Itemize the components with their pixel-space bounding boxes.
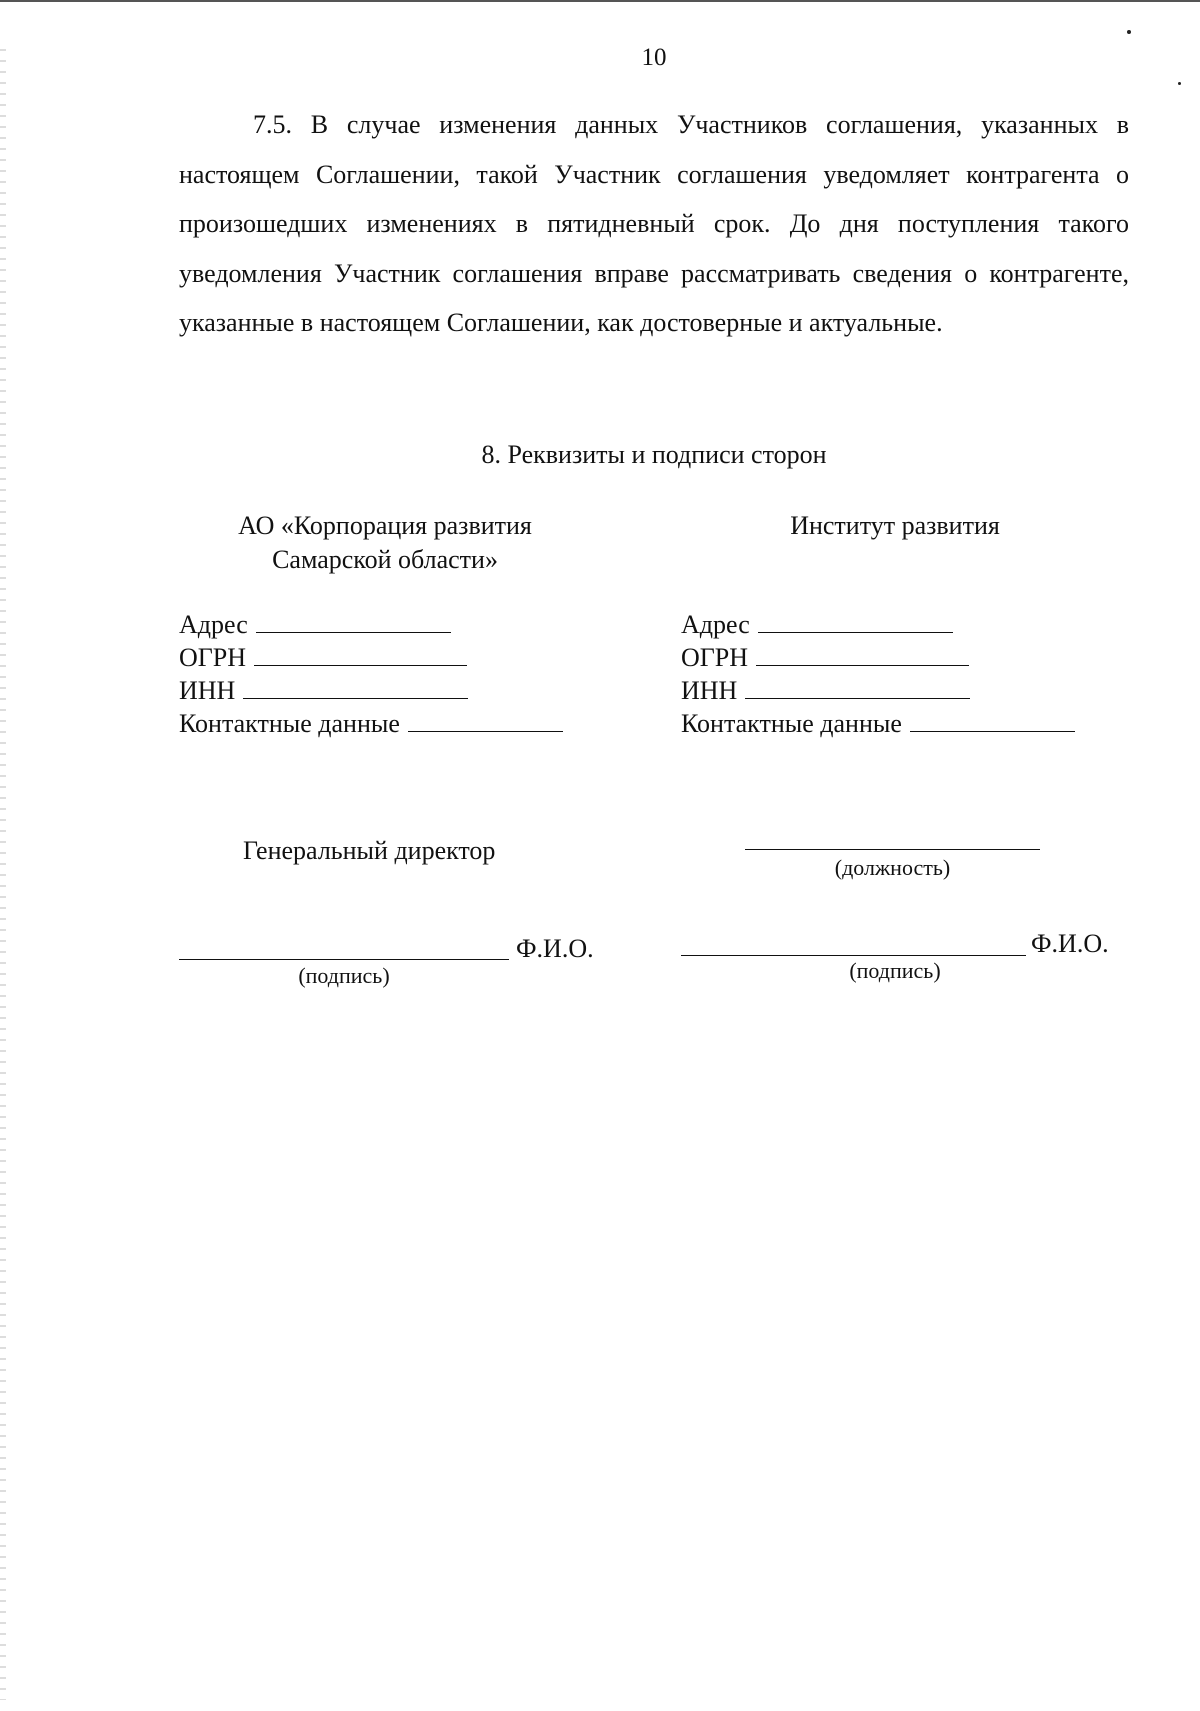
left-ogrn-blank[interactable] — [254, 643, 467, 666]
left-ogrn-label: ОГРН — [179, 643, 247, 672]
left-fio-label: Ф.И.О. — [516, 934, 594, 963]
left-party-name-line2: Самарской области» — [272, 545, 498, 574]
left-inn-label: ИНН — [179, 676, 236, 705]
right-address-row — [681, 609, 953, 641]
left-address-blank[interactable] — [256, 610, 451, 633]
left-inn-row — [179, 675, 468, 707]
left-signature-line[interactable] — [179, 959, 509, 960]
right-position-caption: (должность) — [834, 855, 951, 880]
right-position-line[interactable] — [745, 849, 1040, 850]
right-contacts-label: Контактные данные — [681, 709, 902, 738]
left-address-row — [179, 609, 451, 641]
scan-speck — [1127, 30, 1131, 34]
left-party-name — [180, 509, 590, 577]
left-contacts-label: Контактные данные — [179, 709, 400, 738]
right-address-label: Адрес — [681, 610, 750, 639]
right-ogrn-label: ОГРН — [681, 643, 749, 672]
section-8-heading: 8. Реквизиты и подписи сторон — [481, 440, 827, 469]
page-number: 10 — [641, 44, 667, 71]
left-party-name-line1: АО «Корпорация развития — [238, 511, 532, 540]
right-inn-label: ИНН — [681, 676, 738, 705]
right-signature-caption: (подпись) — [849, 958, 941, 983]
left-ogrn-row — [179, 642, 467, 674]
paragraph-7-5: 7.5. В случае изменения данных Участников соглашения, указанных в настоящем Соглашении, такой Участник соглашения уведомляет контрагента о произошедших изменениях в пятидневный срок. До дня поступления такого уведомления Участник соглашения вправе рассматривать сведения о контрагенте, указанные в настоящем Соглашении, как достоверные и актуальные. — [179, 110, 1129, 337]
left-signature-caption: (подпись) — [298, 963, 390, 988]
right-contacts-blank[interactable] — [910, 709, 1075, 732]
scan-border-top — [0, 0, 1200, 2]
left-inn-blank[interactable] — [243, 676, 468, 699]
left-contacts-row — [179, 708, 563, 740]
right-inn-row — [681, 675, 970, 707]
scan-border-left — [0, 40, 6, 1700]
right-fio-label: Ф.И.О. — [1031, 929, 1109, 958]
right-contacts-row — [681, 708, 1075, 740]
left-address-label: Адрес — [179, 610, 248, 639]
scan-speck — [1178, 82, 1181, 85]
left-position-label: Генеральный директор — [243, 836, 496, 865]
left-contacts-blank[interactable] — [408, 709, 563, 732]
right-inn-blank[interactable] — [745, 676, 970, 699]
right-ogrn-row — [681, 642, 969, 674]
right-ogrn-blank[interactable] — [756, 643, 969, 666]
right-party-name: Институт развития — [790, 511, 1000, 540]
right-address-blank[interactable] — [758, 610, 953, 633]
right-signature-line[interactable] — [681, 955, 1026, 956]
